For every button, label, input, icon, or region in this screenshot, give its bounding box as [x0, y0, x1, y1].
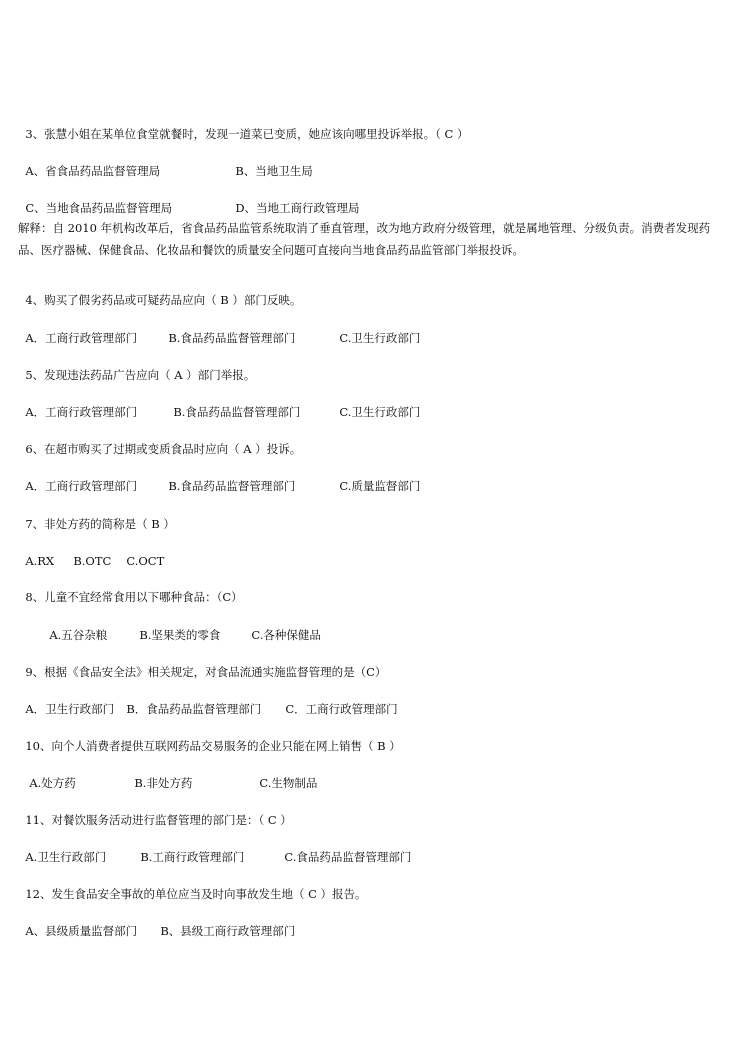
question-10-option-b: B.非处方药 [134, 776, 193, 790]
question-5-option-c: C.卫生行政部门 [339, 405, 421, 419]
question-4-options [18, 314, 420, 346]
question-7-option-a: A.RX [25, 554, 55, 568]
question-9-option-a: A．卫生行政部门 [25, 702, 115, 716]
question-7-text: 7、非处方药的简称是（ B ） [25, 517, 175, 531]
question-12-options [18, 907, 295, 939]
question-7-options [18, 537, 164, 569]
question-3-options-row-1 [18, 147, 313, 179]
question-10-text: 10、向个人消费者提供互联网药品交易服务的企业只能在网上销售（ B ） [25, 739, 401, 753]
question-10-options [22, 759, 317, 791]
question-10-option-a: A.处方药 [29, 776, 76, 790]
question-10 [18, 722, 401, 754]
question-12 [18, 870, 367, 902]
question-3-option-a: A、省食品药品监督管理局 [25, 164, 161, 178]
question-3-explanation: 解释：自 2010 年机构改革后，省食品药品监管系统取消了垂直管理，改为地方政府分级管理，就是属地管理、分级负责。消费者发现药品、医疗器械、保健食品、化妆品和餐饮的质量安全问题可直接向当地食品药品监管部门举报投诉。 [18, 221, 711, 257]
question-10-option-c: C.生物制品 [259, 776, 318, 790]
question-8 [18, 573, 243, 605]
question-11-option-b: B.工商行政管理部门 [140, 850, 245, 864]
question-11-options [18, 833, 411, 865]
question-6-option-a: A．工商行政管理部门 [25, 479, 138, 493]
question-6 [18, 425, 301, 457]
question-12-option-b: B、县级工商行政管理部门 [160, 924, 296, 938]
question-7-option-b: B.OTC [73, 554, 112, 568]
question-3-text: 3、张慧小姐在某单位食堂就餐时，发现一道菜已变质，她应该向哪里投诉举报。（ C ） [25, 127, 469, 141]
question-5-text: 5、发现违法药品广告应向（ A ）部门举报。 [25, 368, 256, 382]
question-3-option-c: C、当地食品药品监督管理局 [25, 201, 173, 215]
question-3-option-d: D、当地工商行政管理局 [235, 201, 360, 215]
question-12-option-a: A、县级质量监督部门 [25, 924, 138, 938]
question-3 [18, 110, 469, 142]
question-7-option-c: C.OCT [126, 554, 165, 568]
question-8-option-c: C.各种保健品 [251, 628, 321, 642]
question-7 [18, 500, 175, 532]
question-9-options [18, 685, 398, 717]
question-6-option-c: C.质量监督部门 [339, 479, 421, 493]
question-11-option-a: A.卫生行政部门 [25, 850, 107, 864]
question-3-options-row-2 [18, 184, 360, 216]
question-8-text: 8、儿童不宜经常食用以下哪种食品：（C） [25, 590, 243, 604]
question-5 [18, 351, 255, 383]
question-11-option-c: C.食品药品监督管理部门 [284, 850, 412, 864]
question-3-option-b: B、当地卫生局 [235, 164, 313, 178]
question-5-option-b: B.食品药品监督管理部门 [173, 405, 301, 419]
question-4-option-b: B.食品药品监督管理部门 [168, 331, 296, 345]
question-5-options [18, 388, 420, 420]
question-5-option-a: A．工商行政管理部门 [25, 405, 138, 419]
question-9-option-c: C．工商行政管理部门 [285, 702, 398, 716]
question-11-text: 11、对餐饮服务活动进行监督管理的部门是：（ C ） [25, 813, 292, 827]
question-9-text: 9、根据《食品安全法》相关规定，对食品流通实施监督管理的是（C） [25, 665, 387, 679]
question-4-option-a: A．工商行政管理部门 [25, 331, 138, 345]
question-12-text: 12、发生食品安全事故的单位应当及时向事故发生地（ C ）报告。 [25, 887, 367, 901]
question-11 [18, 796, 292, 828]
question-6-options [18, 462, 420, 494]
question-8-option-a: A.五谷杂粮 [49, 628, 108, 642]
question-9 [18, 648, 386, 680]
question-8-options [42, 611, 321, 643]
question-4-text: 4、购买了假劣药品或可疑药品应向（ B ）部门反映。 [25, 293, 302, 307]
question-4 [18, 276, 301, 308]
question-9-option-b: B．食品药品监督管理部门 [126, 702, 262, 716]
question-4-option-c: C.卫生行政部门 [339, 331, 421, 345]
question-8-option-b: B.坚果类的零食 [139, 628, 221, 642]
question-6-option-b: B.食品药品监督管理部门 [168, 479, 296, 493]
question-6-text: 6、在超市购买了过期或变质食品时应向（ A ）投诉。 [25, 442, 302, 456]
